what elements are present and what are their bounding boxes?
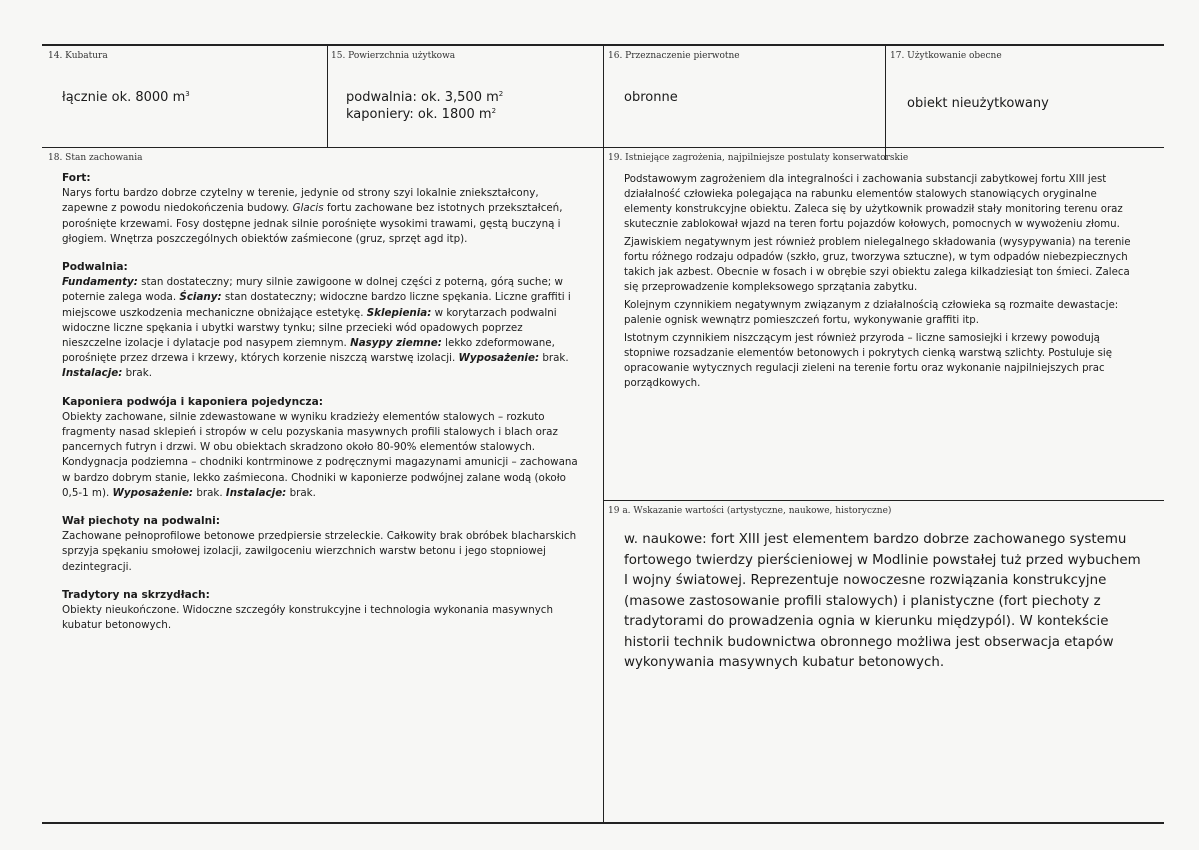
stan-label: 18. Stan zachowania — [48, 153, 143, 163]
col-divider-3 — [885, 45, 886, 160]
podwalnia-text — [62, 275, 582, 381]
wal-section — [62, 514, 582, 575]
zagrozenia-p1: Podstawowym zagrożeniem dla integralności i zachowania substancji zabytkowej fortu XIII jest działalność człowieka polegająca na rabunku elementów stalowych stanowiących oryginalne elementy konstrukcyjne obiektu. Zaleca się by użytkownik prowadził stały monitoring terenu oraz skutecznie zablokował wjazd na teren fortu pojazdów kołowych, pomocnych w wywożeniu złomu. — [624, 174, 1123, 230]
podwalnia-t4: lekko zdeformowane, porośnięte przez drzewa i krzewy, których korzenie niszczą warstwę izolacji. — [62, 337, 555, 365]
podwalnia-t2: stan dostateczny; widoczne bardzo liczne spękania. Liczne graffiti i miejscowe uszkodzenia mechaniczne obniżające estetykę. — [62, 291, 571, 319]
kubatura-value — [62, 90, 190, 105]
podwalnia-t1: stan dostateczny; mury silnie zawigoone w dolnej części z poterną, górą suche; w poternie zalega woda. — [62, 276, 563, 304]
podwalnia-k4: Nasypy ziemne: — [350, 337, 442, 350]
fort-text-1: Narys fortu bardzo dobrze czytelny w terenie, jedynie od strony szyi lokalnie zniekształcony, zapewne z powodu niedokończenia budowy. — [62, 187, 539, 215]
podwalnia-k2: Ściany: — [179, 291, 222, 304]
kaponiera-section — [62, 395, 582, 501]
fort-glacis: Glacis — [292, 202, 324, 215]
podwalnia-t5: brak. — [539, 352, 569, 365]
kaponiera-t1: Obiekty zachowane, silnie zdewastowane w wyniku kradzieży elementów stalowych – rozkuto fragmenty nasad sklepień i stropów w celu pozyskania masywnych profili stalowych i blach oraz pancernych futryn i drzwi. W obu obiektach skradzono około 80-90% elementów stalowych. Kondygnacja podziemna – chodniki kontrminowe z podręcznymi magazynami amunicji – zachowana w bardzo dobrym stanie, lekko zaśmiecona. Chodniki w kaponierze podwójnej zalane wodą (około 0,5-1 m). — [62, 410, 578, 499]
powierzchnia-line2-text: kaponiery: ok. 1800 m — [346, 107, 492, 122]
podwalnia-section — [62, 260, 582, 382]
stan-body — [62, 171, 582, 646]
kubatura-unit-sup: 3 — [185, 90, 190, 98]
tradytory-text: Obiekty nieukończone. Widoczne szczegóły konstrukcyjne i technologia wykonania masywnych kubatur betonowych. — [62, 604, 553, 632]
kubatura-label: 14. Kubatura — [48, 51, 108, 61]
tradytory-section — [62, 588, 582, 634]
przeznaczenie-value: obronne — [624, 90, 678, 105]
powierzchnia-line1-sup: 2 — [498, 90, 504, 98]
col-divider-2 — [603, 45, 604, 822]
podwalnia-t3: w korytarzach podwalni widoczne liczne spękania i ubytki warstwy tynku; silne przecieki wód opadowych poprzez nieszczelne izolacje i dylatacje pod nasypem ziemnym. — [62, 306, 557, 350]
fort-text — [62, 186, 582, 247]
kaponiera-k1: Wyposażenie: — [112, 486, 194, 499]
wal-title: Wał piechoty na podwalni: — [62, 515, 221, 528]
uzytkowanie-value: obiekt nieużytkowany — [907, 96, 1049, 111]
zagrozenia-p2: Zjawiskiem negatywnym jest również problem nielegalnego składowania (wysypywania) na terenie fortu różnego rodzaju odpadów (szkło, gruz, tworzywa sztuczne), w tym odpadów niebezpiecznych takich jak azbest. Obecnie w fosach i w obrębie szyi obiektu zalega kilkadziesiąt ton śmieci. Zaleca się przeprowadzenie kompleksowego sprzątania zabytku. — [624, 237, 1131, 293]
zagrozenia-p3: Kolejnym czynnikiem negatywnym związanym z działalnością człowieka są rozmaite dewastacje: palenie ognisk wewnątrz pomieszczeń fortu, wykonywanie graffiti itp. — [624, 300, 1119, 326]
podwalnia-title: Podwalnia: — [62, 261, 128, 274]
kaponiera-t2: brak. — [193, 486, 226, 499]
podwalnia-k6: Instalacje: — [62, 367, 123, 380]
podwalnia-k1: Fundamenty: — [62, 276, 138, 289]
col-divider-1 — [327, 45, 328, 148]
fort-text-2: fortu zachowane bez istotnych przekształceń, porośnięte krzewami. Fosy dostępne jednak silnie porośnięte wysokimi trawami, gęstą buczyną i głogiem. Wnętrza poszczególnych obiektów zaśmiecone (gruz, sprzęt agd itp). — [62, 202, 563, 245]
wal-text: Zachowane pełnoprofilowe betonowe przedpiersie strzeleckie. Całkowity brak obróbek blacharskich sprzyja spękaniu smołowej izolacji, zawilgoceniu wierzchnich warstw betonu i jego stopniowej dezintegracji. — [62, 530, 577, 573]
kaponiera-t3: brak. — [286, 486, 316, 499]
powierzchnia-line2 — [346, 107, 496, 122]
uzytkowanie-label: 17. Użytkowanie obecne — [890, 51, 1002, 61]
wartosci-label: 19 a. Wskazanie wartości (artystyczne, naukowe, historyczne) — [608, 506, 892, 516]
podwalnia-t6: brak. — [122, 367, 152, 380]
zagrozenia-label: 19. Istniejące zagrożenia, najpilniejsze postulaty konserwatorskie — [608, 153, 909, 163]
fort-title: Fort: — [62, 172, 91, 184]
zagrozenia-body — [624, 172, 1144, 394]
wartosci-text: w. naukowe: fort XIII jest elementem bardzo dobrze zachowanego systemu fortowego twierdzy pierścieniowej w Modlinie powstałej tuż przed wybuchem I wojny światowej. Reprezentuje nowoczesne rozwiązania konstrukcyjne (masowe zastosowanie profili stalowych) i planistyczne (fort piechoty z tradytorami do prowadzenia ognia w kierunku międzypól). W kontekście historii technik budownictwa obronnego możliwa jest obserwacja etapów wykonywania masywnych kubatur betonowych. — [624, 532, 1141, 670]
podwalnia-k3: Sklepienia: — [366, 306, 432, 319]
podwalnia-k5: Wyposażenie: — [458, 352, 540, 365]
tradytory-title: Tradytory na skrzydłach: — [62, 588, 210, 601]
powierzchnia-line2-sup: 2 — [491, 107, 497, 115]
powierzchnia-line1-text: podwalnia: ok. 3,500 m — [346, 90, 499, 105]
kaponiera-text — [62, 410, 582, 501]
bottom-rule — [42, 822, 1164, 824]
powierzchnia-line1 — [346, 90, 503, 105]
przeznaczenie-label: 16. Przeznaczenie pierwotne — [608, 51, 740, 61]
kaponiera-k2: Instalacje: — [225, 486, 287, 499]
powierzchnia-label: 15. Powierzchnia użytkowa — [331, 51, 456, 61]
kaponiera-title: Kaponiera podwója i kaponiera pojedyncza: — [62, 395, 323, 408]
kubatura-text: łącznie ok. 8000 m — [62, 90, 186, 105]
right-column-divider — [603, 500, 1164, 501]
zagrozenia-p4: Istotnym czynnikiem niszczącym jest również przyroda – liczne samosiejki i krzewy powodują stopniwe rozsadzanie elementów betonowych i pokrytych cienką warstwą szlichty. Postuluje się opracowanie wytycznych regulacji zieleni na terenie fortu oraz wykonanie najpilniejszych prac porządkowych. — [624, 333, 1113, 389]
fort-section — [62, 171, 582, 247]
